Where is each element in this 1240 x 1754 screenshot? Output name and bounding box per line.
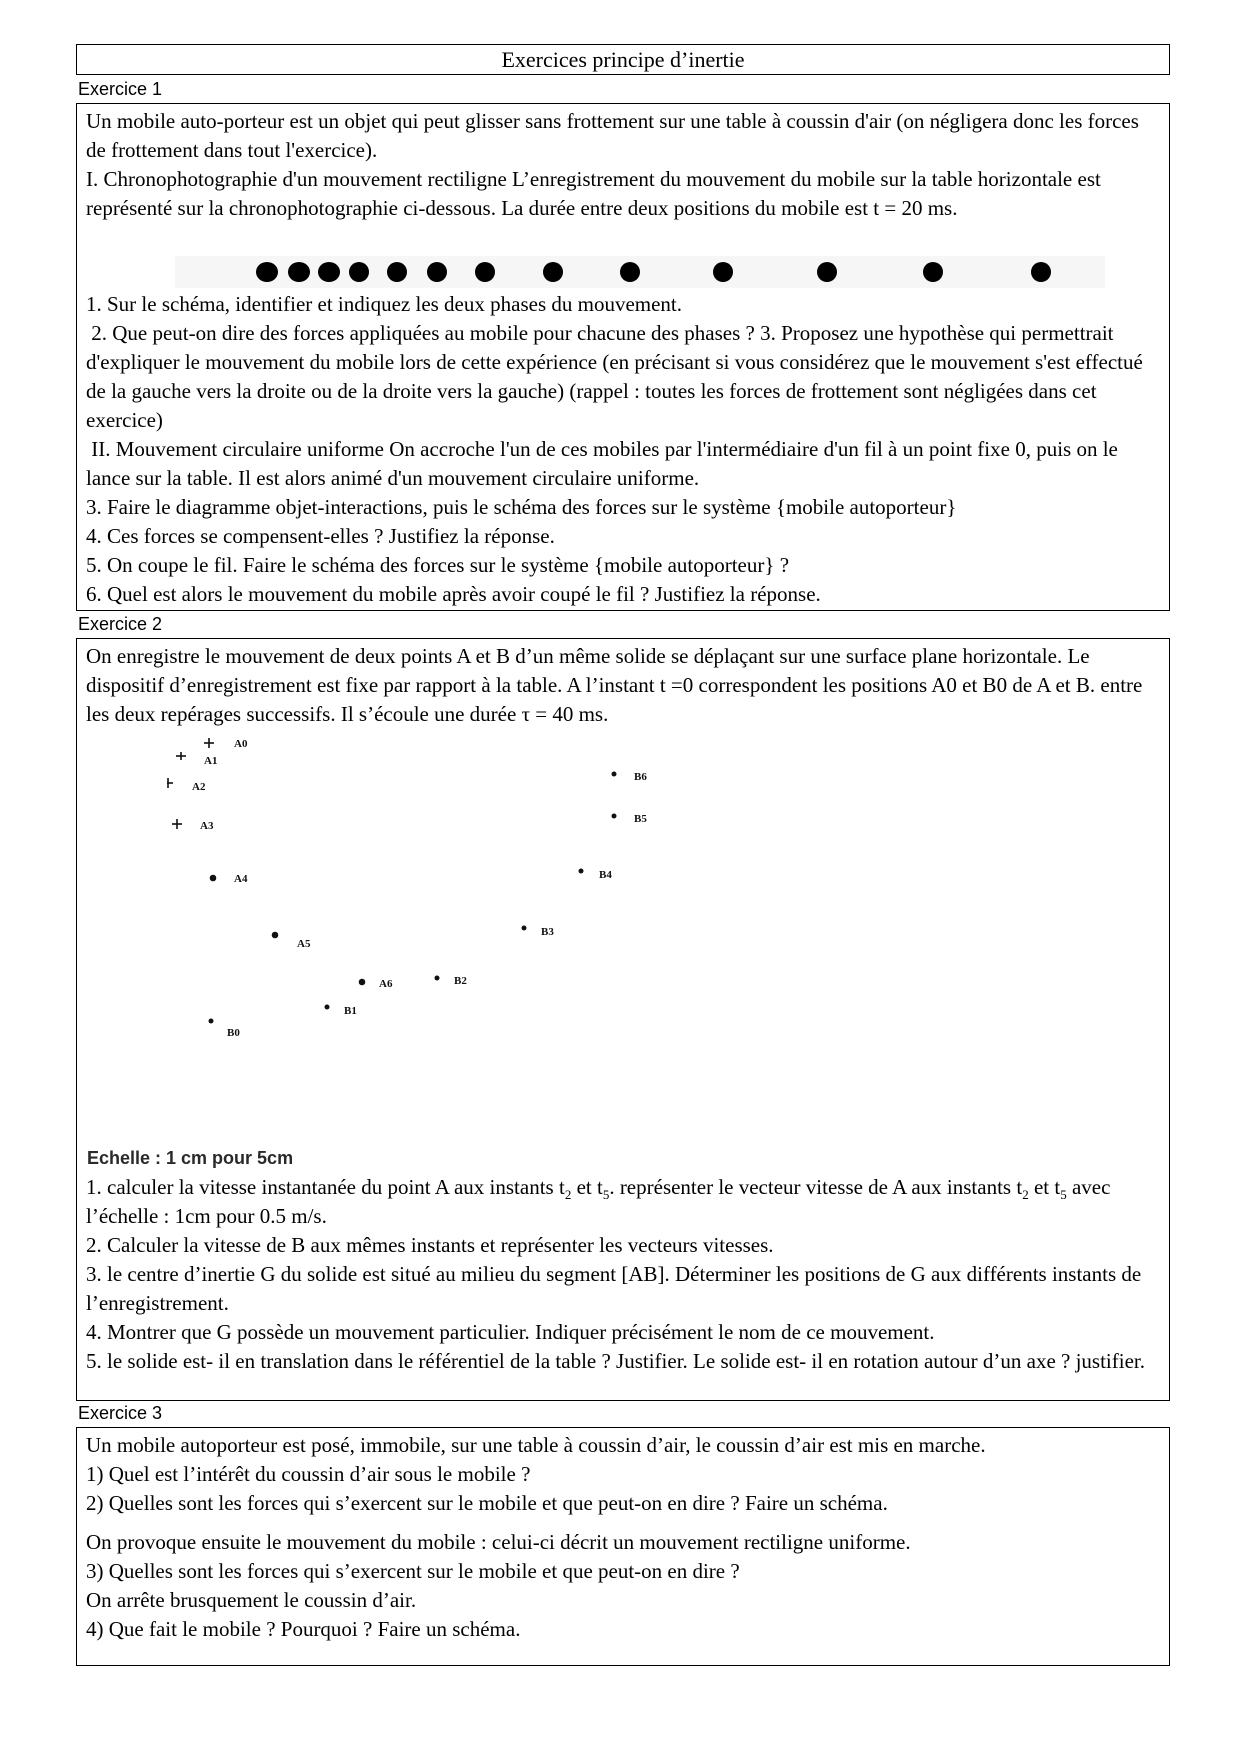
exercise-2-questions: [77, 1170, 1187, 1376]
exercise-1-label: Exercice 1: [78, 79, 163, 99]
trajectory-B: [209, 772, 617, 1024]
ex2-question: 2. Calculer la vitesse de B aux mêmes instants et représenter les vecteurs vitesses.: [86, 1233, 774, 1257]
ex1-question: 6. Quel est alors le mouvement du mobile après avoir coupé le fil ? Justifiez la réponse.: [86, 582, 821, 606]
mobile-position-dot: [713, 262, 733, 282]
label-B5: B5: [634, 813, 647, 825]
point-B6: [612, 772, 617, 777]
point-A3: [172, 819, 182, 829]
point-A6: [360, 980, 365, 985]
point-B3: [522, 926, 527, 931]
label-B4: B4: [599, 869, 612, 881]
label-B6: B6: [634, 771, 647, 783]
mobile-position-dot: [349, 262, 369, 282]
ex3-line: On provoque ensuite le mouvement du mobile : celui-ci décrit un mouvement rectiligne uniforme.: [86, 1530, 911, 1554]
ex1-question: 1. Sur le schéma, identifier et indiquez les deux phases du mouvement.: [86, 292, 683, 316]
label-B2: B2: [454, 975, 467, 987]
ex1-intro-line: I. Chronophotographie d'un mouvement rectiligne L’enregistrement du mouvement du mobile sur la table horizontale est représenté sur la chronophotographie ci-dessous. La durée entre deux positions du mobile est t = 20 ms.: [86, 167, 1101, 220]
point-A4: [211, 876, 216, 881]
mobile-position-dot: [318, 262, 340, 282]
mobile-position-dot: [427, 262, 447, 282]
label-B0: B0: [227, 1027, 240, 1039]
ex3-line: 4) Que fait le mobile ? Pourquoi ? Faire un schéma.: [86, 1617, 521, 1641]
point-B2: [435, 976, 440, 981]
ex2-question: 5. le solide est- il en translation dans le référentiel de la table ? Justifier. Le solide est- il en rotation autour d’un axe ? justifier.: [86, 1349, 1145, 1373]
ex1-question: 4. Ces forces se compensent-elles ? Justifiez la réponse.: [86, 524, 555, 548]
page-title: [76, 44, 1170, 75]
label-B1: B1: [344, 1005, 357, 1017]
page-title-text: Exercices principe d’inertie: [501, 47, 745, 72]
label-A4: A4: [234, 873, 248, 885]
exercise-3-label: Exercice 3: [78, 1403, 163, 1423]
exercise-2-label: Exercice 2: [78, 614, 163, 634]
ex3-line: 3) Quelles sont les forces qui s’exercent sur le mobile et que peut-on en dire ?: [86, 1559, 740, 1583]
mobile-position-dot: [817, 262, 837, 282]
ex1-question: 5. On coupe le fil. Faire le schéma des forces sur le système {mobile autoporteur} ?: [86, 553, 790, 577]
chronophotography: [175, 256, 1105, 288]
point-B5: [612, 814, 617, 819]
label-B3: B3: [541, 926, 554, 938]
mobile-position-dot: [620, 262, 640, 282]
exercise-2-box: [76, 638, 1170, 1401]
ex3-line: Un mobile autoporteur est posé, immobile, sur une table à coussin d’air, le coussin d’air est mis en marche.: [86, 1433, 986, 1457]
trajectory-A: [167, 738, 365, 985]
mobile-position-dot: [1031, 262, 1051, 282]
label-A1: A1: [204, 755, 218, 767]
point-A0: [204, 738, 214, 748]
ex2-intro: On enregistre le mouvement de deux points A et B d’un même solide se déplaçant sur une surface plane horizontale. Le dispositif d’enregistrement est fixe par rapport à la table. A l’instant t =0 correspondent les positions A0 et B0 de A et B. entre les deux repérages successifs. Il s’écoule une durée τ = 40 ms.: [86, 644, 1143, 726]
ex3-line: 1) Quel est l’intérêt du coussin d’air sous le mobile ?: [86, 1462, 531, 1486]
exercise-1-intro: [77, 104, 1169, 223]
point-B1: [325, 1005, 330, 1010]
label-A2: A2: [192, 781, 206, 793]
exercise-1-box: [76, 103, 1170, 611]
mobile-position-dot: [288, 262, 310, 282]
ex1-intro-line: Un mobile auto-porteur est un objet qui peut glisser sans frottement sur une table à coussin d'air (on négligera donc les forces de frottement dans tout l'exercice).: [86, 109, 1139, 162]
mobile-position-dot: [475, 262, 495, 282]
mobile-position-dot: [923, 262, 943, 282]
mobile-position-dot: [543, 262, 563, 282]
ex1-question: II. Mouvement circulaire uniforme On accroche l'un de ces mobiles par l'intermédiaire d'un fil à un point fixe 0, puis on le lance sur la table. Il est alors animé d'un mouvement circulaire uniforme.: [86, 437, 1124, 490]
exercise-3-content: [77, 1428, 1169, 1644]
ex2-question-1: 1. calculer la vitesse instantanée du point A aux instants $t_2$ et $t_5$. représenter le vecteur vitesse de A aux instants $t_2$ et $t_5$ avec l’échelle : 1cm pour 0.5 m/s.: [86, 1175, 1111, 1228]
ex3-line: 2) Quelles sont les forces qui s’exercent sur le mobile et que peut-on en dire ? Faire un schéma.: [86, 1491, 888, 1515]
point-B0: [209, 1019, 214, 1024]
label-A6: A6: [379, 978, 393, 990]
ex2-question: 3. le centre d’inertie G du solide est situé au milieu du segment [AB]. Déterminer les positions de G aux différents instants de l’enregistrement.: [86, 1262, 1142, 1315]
ex3-line: On arrête brusquement le coussin d’air.: [86, 1588, 417, 1612]
exercise-1-questions: [77, 287, 1169, 609]
label-A0: A0: [234, 738, 248, 750]
label-A3: A3: [200, 820, 214, 832]
point-A2: [167, 778, 173, 788]
ex1-question: 3. Faire le diagramme objet-interactions, puis le schéma des forces sur le système {mobile autoporteur}: [86, 495, 957, 519]
ex2-question: 4. Montrer que G possède un mouvement particulier. Indiquer précisément le nom de ce mouvement.: [86, 1320, 935, 1344]
ex1-question: 2. Que peut-on dire des forces appliquées au mobile pour chacune des phases ? 3. Proposez une hypothèse qui permettrait d'expliquer le mouvement du mobile lors de cette expérience (en précisant si vous considérez que le mouvement s'est effectué de la gauche vers la droite ou de la droite vers la gauche) (rappel : toutes les forces de frottement sont négligées dans cet exercice): [86, 321, 1149, 432]
trajectory-diagram: [167, 732, 847, 1132]
scale-label: Echelle : 1 cm pour 5cm: [87, 1148, 294, 1168]
point-B4: [579, 869, 584, 874]
point-A1: [176, 752, 186, 760]
label-A5: A5: [297, 938, 311, 950]
mobile-position-dot: [387, 262, 407, 282]
exercise-2-intro: [77, 639, 1169, 729]
point-A5: [273, 933, 278, 938]
mobile-position-dot: [256, 262, 278, 282]
exercise-3-box: [76, 1427, 1170, 1666]
